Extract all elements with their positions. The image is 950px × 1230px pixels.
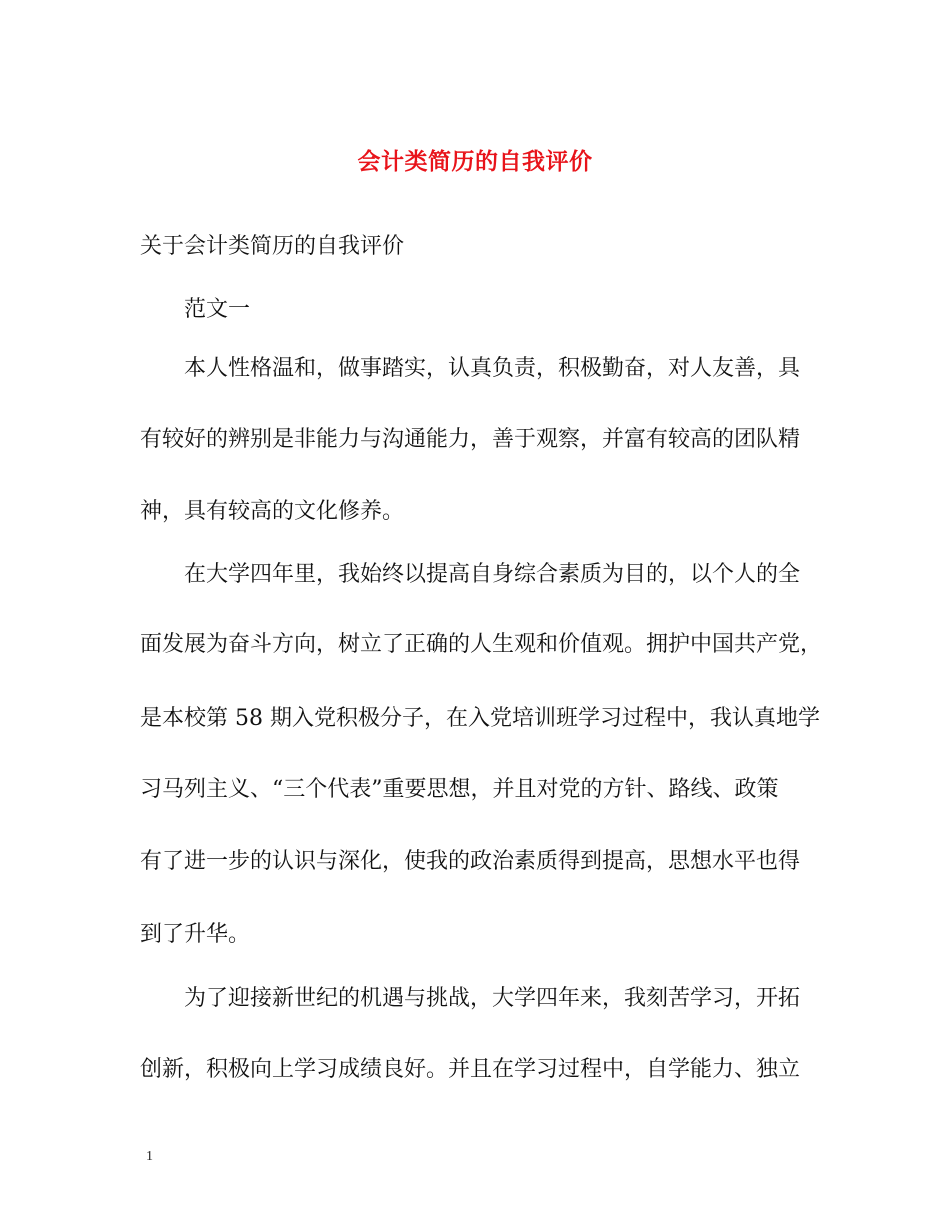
paragraph-1-line-3: 神，具有较高的文化修养。 — [140, 499, 405, 524]
paragraph-2-line-6: 到了升华。 — [140, 922, 251, 947]
paragraph-2-line-5: 有了进一步的认识与深化，使我的政治素质得到提高，思想水平也得 — [140, 849, 801, 874]
section-label: 范文一 — [184, 297, 251, 322]
paragraph-1-line-2: 有较好的辨别是非能力与沟通能力，善于观察，并富有较高的团队精 — [140, 427, 801, 452]
paragraph-2-line-1: 在大学四年里，我始终以提高自身综合素质为目的，以个人的全 — [184, 562, 801, 587]
paragraph-2-line-4: 习马列主义、“三个代表”重要思想，并且对党的方针、路线、政策 — [140, 777, 779, 802]
paragraph-3-line-2: 创新，积极向上学习成绩良好。并且在学习过程中，自学能力、独立 — [140, 1057, 801, 1082]
page-number: 1 — [146, 1149, 153, 1164]
paragraph-2-line-3: 是本校第 58 期入党积极分子，在入党培训班学习过程中，我认真地学 — [140, 706, 820, 731]
paragraph-1-line-1: 本人性格温和，做事踏实，认真负责，积极勤奋，对人友善，具 — [184, 356, 801, 381]
paragraph-2-line-2: 面发展为奋斗方向，树立了正确的人生观和价值观。拥护中国共产党， — [140, 632, 823, 657]
paragraph-3-line-1: 为了迎接新世纪的机遇与挑战，大学四年来，我刻苦学习，开拓 — [184, 986, 801, 1011]
document-title: 会计类简历的自我评价 — [357, 148, 593, 175]
document-subtitle: 关于会计类简历的自我评价 — [140, 234, 405, 259]
